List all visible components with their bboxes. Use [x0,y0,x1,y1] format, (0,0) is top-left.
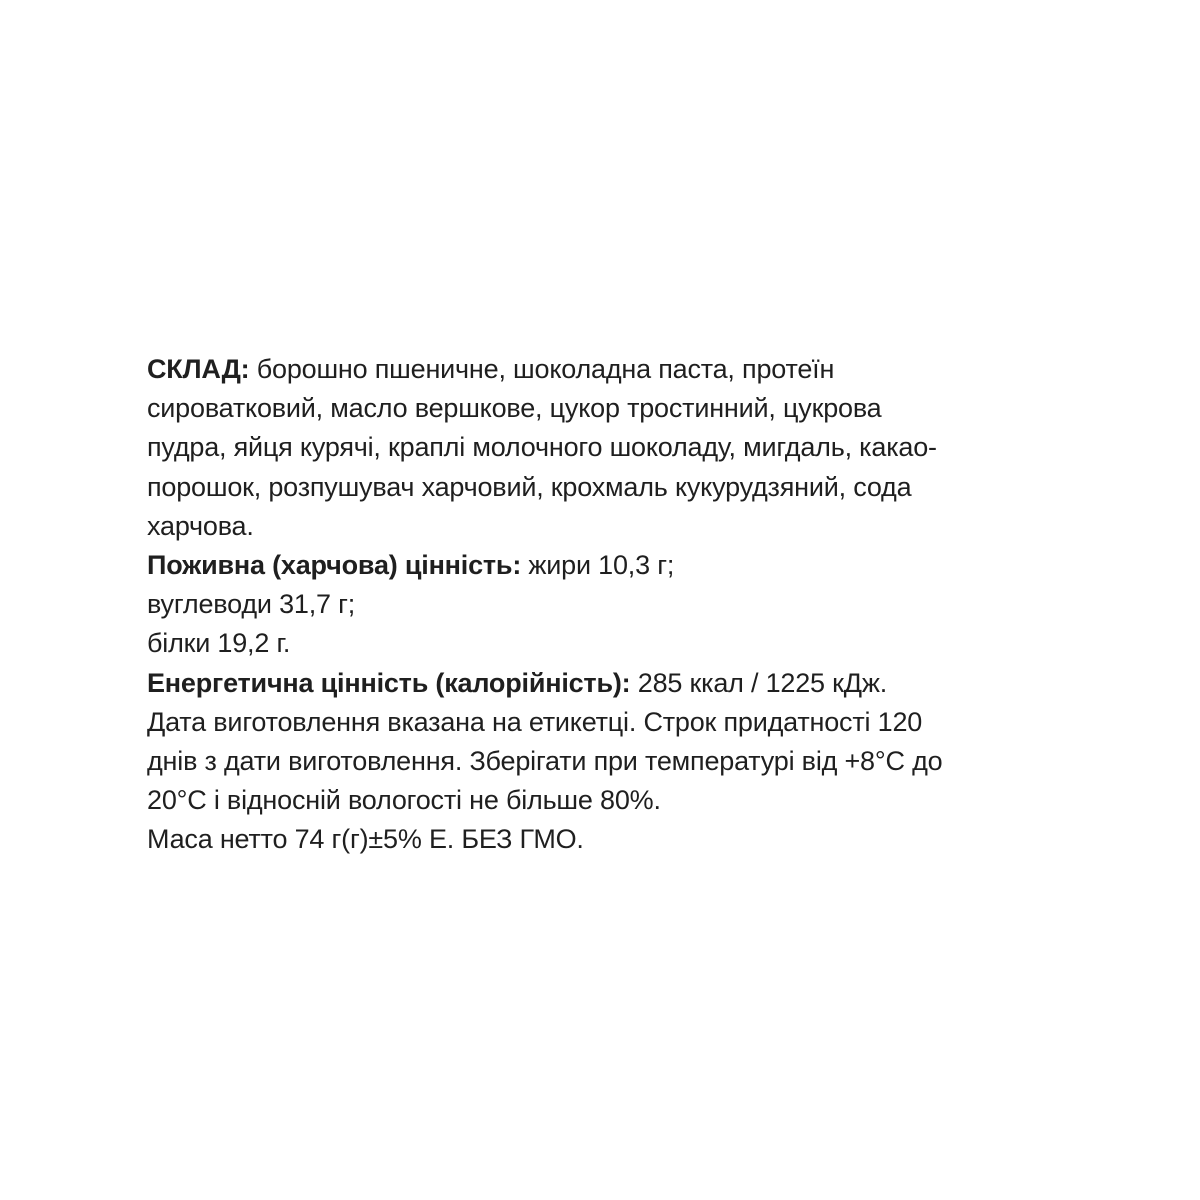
composition-text: борошно пшеничне, шоколадна паста, протеїн [249,354,835,384]
product-label-text [147,350,1067,860]
composition-line-4: порошок, розпушувач харчовий, крохмаль кукурудзяний, сода [147,471,912,502]
composition-heading: СКЛАД: [147,354,250,384]
energy-value: 285 ккал / 1225 кДж. [630,667,888,698]
nutrition-fats: жири 10,3 г; [521,550,675,581]
net-mass-line: Маса нетто 74 г(г)±5% Е. БЕЗ ГМО. [147,824,584,855]
nutrition-carbs: вуглеводи 31,7 г; [147,589,356,620]
storage-line-1: Дата виготовлення вказана на етикетці. Строк придатності 120 [147,706,923,737]
composition-line-5: харчова. [147,510,254,541]
composition-line-1 [147,350,1067,389]
energy-heading: Енергетична цінність (калорійність): [147,667,631,698]
nutrition-proteins: білки 19,2 г. [147,628,291,659]
nutrition-line [147,546,1067,585]
storage-line-3: 20°С і відносній вологості не більше 80%. [147,785,661,816]
composition-line-3: пудра, яйця курячі, краплі молочного шоколаду, мигдаль, какао- [147,432,937,463]
energy-line [147,664,1067,703]
composition-line-2: сироватковий, масло вершкове, цукор тростинний, цукрова [147,393,882,424]
nutrition-heading: Поживна (харчова) цінність: [147,550,522,581]
storage-line-2: днів з дати виготовлення. Зберігати при температурі від +8°С до [147,746,943,777]
